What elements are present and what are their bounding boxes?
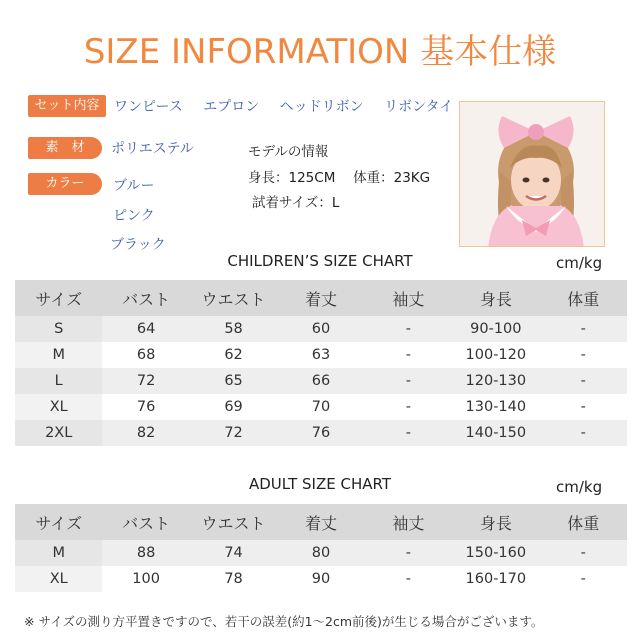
table-row	[15, 420, 627, 446]
header-bust: バスト	[102, 504, 189, 540]
table-cell: 65	[190, 368, 277, 394]
table-cell: 66	[277, 368, 364, 394]
table-cell: 62	[190, 342, 277, 368]
table-row	[15, 566, 627, 592]
color-option: ブルー	[113, 178, 155, 194]
header-weight: 体重	[540, 280, 627, 316]
table-cell: 74	[190, 540, 277, 566]
table-cell: 76	[102, 394, 189, 420]
size-cell: 2XL	[15, 420, 102, 446]
header-size: サイズ	[15, 280, 102, 316]
table-cell: -	[365, 316, 452, 342]
adult-size-table	[15, 504, 627, 592]
table-cell: 70	[277, 394, 364, 420]
table-cell: 100	[102, 566, 189, 592]
model-info-heading: モデルの情報	[248, 144, 329, 160]
page-title: SIZE INFORMATION 基本仕様	[83, 32, 557, 72]
size-cell: XL	[15, 394, 102, 420]
table-cell: 80	[277, 540, 364, 566]
size-cell: S	[15, 316, 102, 342]
header-height: 身長	[452, 280, 539, 316]
table-cell: 76	[277, 420, 364, 446]
table-cell: 72	[190, 420, 277, 446]
table-row	[15, 540, 627, 566]
table-cell: 88	[102, 540, 189, 566]
table-cell: 68	[102, 342, 189, 368]
table-cell: 69	[190, 394, 277, 420]
header-waist: ウエスト	[190, 280, 277, 316]
model-photo	[459, 101, 605, 247]
table-cell: 90-100	[452, 316, 539, 342]
header-length: 着丈	[277, 504, 364, 540]
children-chart-title: CHILDREN’S SIZE CHART	[227, 252, 413, 270]
header-length: 着丈	[277, 280, 364, 316]
table-cell: -	[540, 566, 627, 592]
set-item: ヘッドリボン	[279, 99, 364, 115]
color-label: カラー	[28, 173, 102, 195]
table-cell: 150-160	[452, 540, 539, 566]
table-cell: 58	[190, 316, 277, 342]
table-row	[15, 316, 627, 342]
table-cell: -	[365, 420, 452, 446]
table-cell: -	[540, 540, 627, 566]
table-cell: -	[540, 420, 627, 446]
table-header-row	[15, 280, 627, 316]
set-item: ワンピース	[114, 99, 183, 115]
adult-chart-unit: cm/kg	[556, 478, 603, 496]
table-cell: -	[540, 394, 627, 420]
table-cell: -	[365, 394, 452, 420]
table-cell: 82	[102, 420, 189, 446]
material-label: 素 材	[28, 137, 102, 159]
color-option: ブラック	[110, 237, 166, 253]
table-cell: -	[365, 342, 452, 368]
table-row	[15, 368, 627, 394]
header-sleeve: 袖丈	[365, 504, 452, 540]
size-cell: M	[15, 540, 102, 566]
table-cell: 100-120	[452, 342, 539, 368]
table-cell: 90	[277, 566, 364, 592]
table-cell: 160-170	[452, 566, 539, 592]
table-cell: -	[365, 368, 452, 394]
table-cell: 60	[277, 316, 364, 342]
table-cell: 130-140	[452, 394, 539, 420]
header-sleeve: 袖丈	[365, 280, 452, 316]
table-cell: 72	[102, 368, 189, 394]
table-row	[15, 342, 627, 368]
model-fitting-size: 試着サイズ：L	[252, 195, 340, 211]
measurement-note: ※ サイズの測り方平置きですので、若干の誤差(約1～2cm前後)が生じる場合がございます。	[24, 614, 544, 629]
table-cell: -	[540, 368, 627, 394]
header-weight: 体重	[540, 504, 627, 540]
set-contents-list	[114, 96, 469, 116]
set-item: リボンタイ	[384, 99, 454, 115]
set-item: エプロン	[203, 99, 260, 115]
header-size: サイズ	[15, 504, 102, 540]
table-cell: 63	[277, 342, 364, 368]
table-cell: 140-150	[452, 420, 539, 446]
table-header-row	[15, 504, 627, 540]
model-stats: 身長：125CM 体重：23KG	[248, 170, 431, 186]
header-bust: バスト	[102, 280, 189, 316]
adult-chart-title: ADULT SIZE CHART	[249, 475, 391, 493]
color-option: ピンク	[113, 208, 155, 224]
size-cell: M	[15, 342, 102, 368]
size-cell: L	[15, 368, 102, 394]
header-height: 身長	[452, 504, 539, 540]
table-cell: -	[365, 540, 452, 566]
table-row	[15, 394, 627, 420]
header-waist: ウエスト	[190, 504, 277, 540]
table-cell: 78	[190, 566, 277, 592]
table-cell: 120-130	[452, 368, 539, 394]
table-cell: 64	[102, 316, 189, 342]
table-cell: -	[365, 566, 452, 592]
table-cell: -	[540, 316, 627, 342]
children-chart-unit: cm/kg	[556, 254, 603, 272]
material-value: ポリエステル	[111, 141, 194, 157]
set-contents-label: セット内容	[28, 95, 106, 117]
children-size-table	[15, 280, 627, 446]
model-photo-illustration	[460, 102, 605, 247]
size-cell: XL	[15, 566, 102, 592]
table-cell: -	[540, 342, 627, 368]
